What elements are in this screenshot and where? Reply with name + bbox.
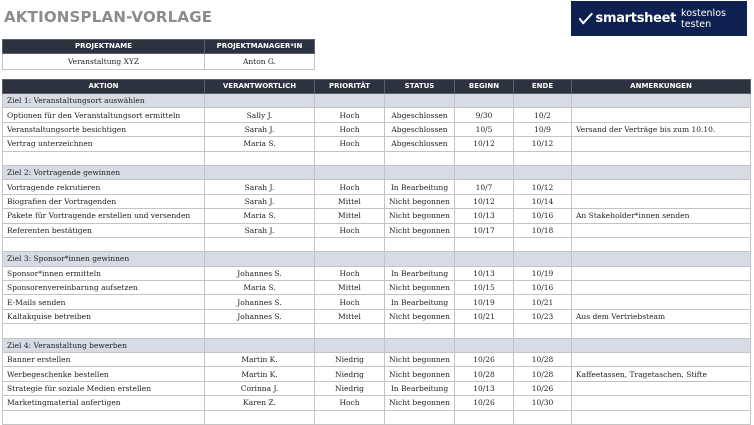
priority-cell[interactable]: Niedrig: [315, 367, 385, 381]
action-plan-table: [2, 79, 751, 425]
end-cell[interactable]: 10/2: [514, 108, 572, 122]
project-name-cell[interactable]: Veranstaltung XYZ: [3, 54, 205, 70]
empty-cell[interactable]: [385, 151, 455, 165]
end-cell[interactable]: 10/23: [514, 309, 572, 323]
action-cell[interactable]: Kaltakquise betreiben: [3, 309, 205, 323]
notes-cell[interactable]: [572, 194, 751, 208]
priority-cell[interactable]: Hoch: [315, 223, 385, 237]
notes-cell[interactable]: An Stakeholder*innen senden: [572, 209, 751, 223]
empty-cell[interactable]: [514, 324, 572, 338]
action-cell[interactable]: Sponsor*innen ermitteln: [3, 266, 205, 280]
status-cell[interactable]: Nicht begonnen: [385, 209, 455, 223]
goal-row-cell[interactable]: [572, 165, 751, 179]
start-cell[interactable]: 10/13: [455, 381, 514, 395]
goal-row-cell[interactable]: [315, 165, 385, 179]
column-header-action: AKTION: [3, 80, 205, 94]
owner-cell[interactable]: Sally J.: [205, 108, 315, 122]
empty-cell[interactable]: [315, 151, 385, 165]
table-row: [3, 180, 751, 194]
goal-row: [3, 165, 751, 179]
status-cell[interactable]: Nicht begonnen: [385, 396, 455, 410]
end-cell[interactable]: 10/26: [514, 381, 572, 395]
table-row: [3, 281, 751, 295]
table-row: [3, 137, 751, 151]
goal-row-cell[interactable]: [205, 94, 315, 108]
action-cell[interactable]: Biografien der Vortragenden: [3, 194, 205, 208]
goal-row-cell[interactable]: [514, 338, 572, 352]
status-cell[interactable]: Nicht begonnen: [385, 309, 455, 323]
end-cell[interactable]: 10/12: [514, 180, 572, 194]
smartsheet-trial-banner[interactable]: [571, 1, 747, 36]
start-cell[interactable]: 10/17: [455, 223, 514, 237]
table-row: [3, 396, 751, 410]
table-row: [3, 266, 751, 280]
end-cell[interactable]: 10/28: [514, 353, 572, 367]
start-cell[interactable]: 10/7: [455, 180, 514, 194]
banner-brand: smartsheet: [595, 11, 677, 26]
status-cell[interactable]: Abgeschlossen: [385, 137, 455, 151]
goal-row-cell[interactable]: [385, 252, 455, 266]
notes-cell[interactable]: Versand der Verträge bis zum 10.10.: [572, 122, 751, 136]
notes-cell[interactable]: [572, 295, 751, 309]
column-header-start: BEGINN: [455, 80, 514, 94]
goal-row-cell[interactable]: [385, 94, 455, 108]
goal-label[interactable]: Ziel 3: Sponsor*innen gewinnen: [3, 252, 205, 266]
goal-label[interactable]: Ziel 2: Vortragende gewinnen: [3, 165, 205, 179]
goal-row-cell[interactable]: [572, 252, 751, 266]
table-row: [3, 295, 751, 309]
end-cell[interactable]: 10/21: [514, 295, 572, 309]
end-cell[interactable]: 10/14: [514, 194, 572, 208]
project-manager-cell[interactable]: Anton G.: [205, 54, 315, 70]
empty-cell[interactable]: [315, 410, 385, 424]
status-cell[interactable]: In Bearbeitung: [385, 381, 455, 395]
blank-row: [3, 410, 751, 424]
priority-cell[interactable]: Hoch: [315, 396, 385, 410]
goal-row-cell[interactable]: [455, 165, 514, 179]
goal-row-cell[interactable]: [315, 338, 385, 352]
priority-cell[interactable]: Mittel: [315, 194, 385, 208]
end-cell[interactable]: 10/18: [514, 223, 572, 237]
goal-row: [3, 252, 751, 266]
priority-cell[interactable]: Niedrig: [315, 381, 385, 395]
start-cell[interactable]: 10/5: [455, 122, 514, 136]
priority-cell[interactable]: Mittel: [315, 209, 385, 223]
empty-cell[interactable]: [572, 410, 751, 424]
goal-row-cell[interactable]: [514, 165, 572, 179]
owner-cell[interactable]: Martin K.: [205, 367, 315, 381]
status-cell[interactable]: In Bearbeitung: [385, 180, 455, 194]
project-manager-header: PROJEKTMANAGER*IN: [205, 40, 315, 54]
empty-cell[interactable]: [514, 151, 572, 165]
empty-cell[interactable]: [514, 410, 572, 424]
empty-cell[interactable]: [3, 410, 205, 424]
table-row: [3, 223, 751, 237]
action-cell[interactable]: Veranstaltungsorte besichtigen: [3, 122, 205, 136]
owner-cell[interactable]: Karen Z.: [205, 396, 315, 410]
notes-cell[interactable]: [572, 180, 751, 194]
table-row: [3, 367, 751, 381]
table-row: [3, 209, 751, 223]
column-header-priority: PRIORITÄT: [315, 80, 385, 94]
end-cell[interactable]: 10/9: [514, 122, 572, 136]
priority-cell[interactable]: Mittel: [315, 309, 385, 323]
action-cell[interactable]: Vertrag unterzeichnen: [3, 137, 205, 151]
priority-cell[interactable]: Hoch: [315, 122, 385, 136]
empty-cell[interactable]: [3, 324, 205, 338]
notes-cell[interactable]: [572, 137, 751, 151]
column-header-owner: VERANTWORTLICH: [205, 80, 315, 94]
start-cell[interactable]: 10/26: [455, 396, 514, 410]
start-cell[interactable]: 10/12: [455, 137, 514, 151]
empty-cell[interactable]: [572, 151, 751, 165]
notes-cell[interactable]: [572, 108, 751, 122]
start-cell[interactable]: 10/13: [455, 209, 514, 223]
empty-cell[interactable]: [385, 237, 455, 251]
notes-cell[interactable]: [572, 223, 751, 237]
priority-cell[interactable]: Hoch: [315, 295, 385, 309]
banner-tagline: kostenlos testen: [681, 7, 726, 30]
table-row: [3, 194, 751, 208]
empty-cell[interactable]: [455, 324, 514, 338]
notes-cell[interactable]: [572, 353, 751, 367]
empty-cell[interactable]: [385, 410, 455, 424]
goal-row-cell[interactable]: [572, 338, 751, 352]
priority-cell[interactable]: Hoch: [315, 137, 385, 151]
table-body: [3, 94, 751, 425]
status-cell[interactable]: In Bearbeitung: [385, 295, 455, 309]
owner-cell[interactable]: Sarah J.: [205, 223, 315, 237]
action-cell[interactable]: Marketingmaterial anfertigen: [3, 396, 205, 410]
goal-row-cell[interactable]: [455, 94, 514, 108]
goal-row-cell[interactable]: [205, 252, 315, 266]
project-info-table: [2, 39, 315, 70]
end-cell[interactable]: 10/16: [514, 281, 572, 295]
smartsheet-logo-icon: [579, 12, 593, 26]
empty-cell[interactable]: [315, 237, 385, 251]
owner-cell[interactable]: Johannes S.: [205, 309, 315, 323]
blank-row: [3, 324, 751, 338]
start-cell[interactable]: 9/30: [455, 108, 514, 122]
goal-label[interactable]: Ziel 1: Veranstaltungsort auswählen: [3, 94, 205, 108]
empty-cell[interactable]: [315, 324, 385, 338]
owner-cell[interactable]: Maria S.: [205, 137, 315, 151]
status-cell[interactable]: Nicht begonnen: [385, 223, 455, 237]
empty-cell[interactable]: [205, 237, 315, 251]
action-cell[interactable]: E-Mails senden: [3, 295, 205, 309]
notes-cell[interactable]: [572, 281, 751, 295]
owner-cell[interactable]: Maria S.: [205, 209, 315, 223]
empty-cell[interactable]: [455, 151, 514, 165]
owner-cell[interactable]: Sarah J.: [205, 194, 315, 208]
goal-row-cell[interactable]: [514, 252, 572, 266]
empty-cell[interactable]: [205, 410, 315, 424]
start-cell[interactable]: 10/12: [455, 194, 514, 208]
goal-row: [3, 338, 751, 352]
empty-cell[interactable]: [385, 324, 455, 338]
goal-row-cell[interactable]: [315, 94, 385, 108]
goal-row-cell[interactable]: [385, 338, 455, 352]
notes-cell[interactable]: [572, 266, 751, 280]
owner-cell[interactable]: Martin K.: [205, 353, 315, 367]
owner-cell[interactable]: Sarah J.: [205, 180, 315, 194]
action-cell[interactable]: Banner erstellen: [3, 353, 205, 367]
status-cell[interactable]: Nicht begonnen: [385, 281, 455, 295]
goal-row-cell[interactable]: [205, 338, 315, 352]
start-cell[interactable]: 10/19: [455, 295, 514, 309]
goal-row: [3, 94, 751, 108]
end-cell[interactable]: 10/28: [514, 367, 572, 381]
empty-cell[interactable]: [205, 151, 315, 165]
column-header-end: ENDE: [514, 80, 572, 94]
status-cell[interactable]: Nicht begonnen: [385, 353, 455, 367]
empty-cell[interactable]: [514, 237, 572, 251]
end-cell[interactable]: 10/16: [514, 209, 572, 223]
start-cell[interactable]: 10/15: [455, 281, 514, 295]
action-cell[interactable]: Strategie für soziale Medien erstellen: [3, 381, 205, 395]
notes-cell[interactable]: [572, 396, 751, 410]
end-cell[interactable]: 10/12: [514, 137, 572, 151]
action-cell[interactable]: Pakete für Vortragende erstellen und versenden: [3, 209, 205, 223]
owner-cell[interactable]: Maria S.: [205, 281, 315, 295]
goal-row-cell[interactable]: [514, 94, 572, 108]
table-row: [3, 108, 751, 122]
empty-cell[interactable]: [572, 324, 751, 338]
table-row: [3, 309, 751, 323]
blank-row: [3, 151, 751, 165]
goal-label[interactable]: Ziel 4: Veranstaltung bewerben: [3, 338, 205, 352]
action-cell[interactable]: Sponsorenvereinbarung aufsetzen: [3, 281, 205, 295]
table-header-row: [3, 80, 751, 94]
status-cell[interactable]: Nicht begonnen: [385, 367, 455, 381]
empty-cell[interactable]: [3, 151, 205, 165]
project-name-header: PROJEKTNAME: [3, 40, 205, 54]
status-cell[interactable]: In Bearbeitung: [385, 266, 455, 280]
goal-row-cell[interactable]: [205, 165, 315, 179]
priority-cell[interactable]: Hoch: [315, 266, 385, 280]
priority-cell[interactable]: Mittel: [315, 281, 385, 295]
table-row: [3, 381, 751, 395]
empty-cell[interactable]: [3, 237, 205, 251]
status-cell[interactable]: Nicht begonnen: [385, 194, 455, 208]
end-cell[interactable]: 10/19: [514, 266, 572, 280]
notes-cell[interactable]: [572, 381, 751, 395]
action-cell[interactable]: Referenten bestätigen: [3, 223, 205, 237]
start-cell[interactable]: 10/26: [455, 353, 514, 367]
empty-cell[interactable]: [455, 237, 514, 251]
goal-row-cell[interactable]: [572, 94, 751, 108]
notes-cell[interactable]: Aus dem Vertriebsteam: [572, 309, 751, 323]
goal-row-cell[interactable]: [385, 165, 455, 179]
empty-cell[interactable]: [455, 410, 514, 424]
table-row: [3, 353, 751, 367]
priority-cell[interactable]: Hoch: [315, 180, 385, 194]
notes-cell[interactable]: Kaffeetassen, Tragetaschen, Stifte: [572, 367, 751, 381]
priority-cell[interactable]: Hoch: [315, 108, 385, 122]
end-cell[interactable]: 10/30: [514, 396, 572, 410]
start-cell[interactable]: 10/13: [455, 266, 514, 280]
action-cell[interactable]: Vortragende rekrutieren: [3, 180, 205, 194]
empty-cell[interactable]: [205, 324, 315, 338]
owner-cell[interactable]: Johannes S.: [205, 266, 315, 280]
owner-cell[interactable]: Johannes S.: [205, 295, 315, 309]
column-header-status: STATUS: [385, 80, 455, 94]
goal-row-cell[interactable]: [455, 252, 514, 266]
owner-cell[interactable]: Corinna J.: [205, 381, 315, 395]
priority-cell[interactable]: Niedrig: [315, 353, 385, 367]
column-header-notes: ANMERKUNGEN: [572, 80, 751, 94]
action-cell[interactable]: Werbegeschenke bestellen: [3, 367, 205, 381]
status-cell[interactable]: Abgeschlossen: [385, 108, 455, 122]
start-cell[interactable]: 10/21: [455, 309, 514, 323]
blank-row: [3, 237, 751, 251]
start-cell[interactable]: 10/28: [455, 367, 514, 381]
table-row: [3, 122, 751, 136]
empty-cell[interactable]: [572, 237, 751, 251]
status-cell[interactable]: Abgeschlossen: [385, 122, 455, 136]
goal-row-cell[interactable]: [315, 252, 385, 266]
goal-row-cell[interactable]: [455, 338, 514, 352]
page-title: AKTIONSPLAN-VORLAGE: [4, 8, 213, 26]
action-cell[interactable]: Optionen für den Veranstaltungsort ermitteln: [3, 108, 205, 122]
owner-cell[interactable]: Sarah J.: [205, 122, 315, 136]
